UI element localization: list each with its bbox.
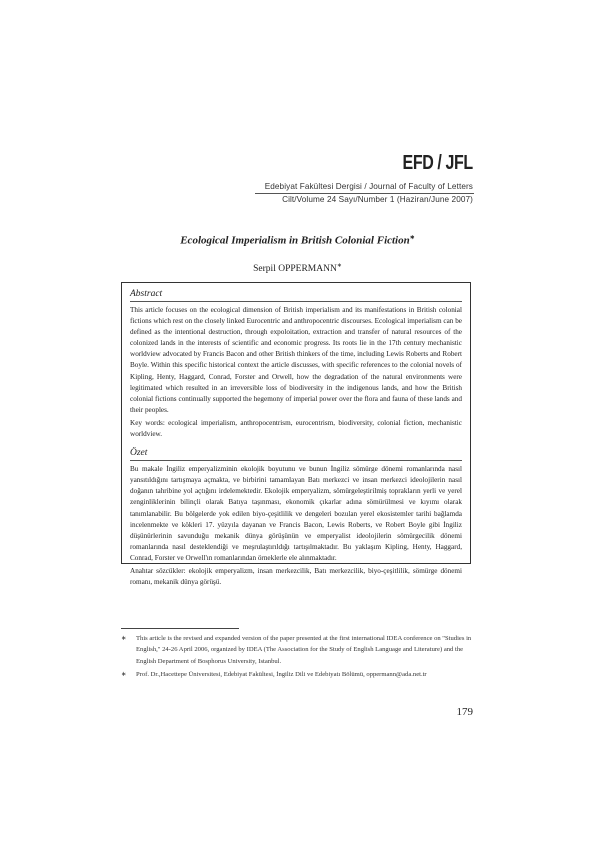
footnote-2-mark: ∗ [121,671,127,678]
ozet-heading: Özet [130,448,462,461]
abstract-heading: Abstract [130,289,462,302]
abstract-keywords: Key words: ecological imperialism, anthropocentrism, eurocentrism, biodiversity, colonial fiction, mechanistic worldview. [130,418,462,439]
footnote-rule [121,628,239,629]
footnote-2-text: Prof. Dr.,Hacettepe Üniversitesi, Edebiyat Fakültesi, İngiliz Dili ve Edebiyatı Bölümü, oppermann@ada.net.tr [136,671,427,678]
header-rule [255,193,474,194]
footnote-1-text: This article is the revised and expanded version of the paper presented at the first international IDEA conference on "Studies in English," 24-26 April 2006, organized by IDEA (The Association for the Study of English Language and Literature) and the English Department of Bosphorus University, Istanbul. [136,635,472,665]
abstract-box [121,282,471,587]
journal-mark: EFD / JFL [402,152,473,174]
footnote-1 [121,633,476,667]
title-footnote-mark: ∗ [409,235,415,241]
journal-volume: Cilt/Volume 24 Sayı/Number 1 (Haziran/June 2007) [282,195,473,204]
article-title-text: Ecological Imperialism in British Colonial Fiction [180,234,410,247]
article-title [0,234,595,247]
author-footnote-mark: ∗ [336,263,342,269]
ozet-keywords: Anahtar sözcükler: ekolojik emperyalizm, insan merkezcilik, Batı merkezcilik, biyo-çeşitlilik, sömürge dönemi romanı, mekanik dünya görüşü. [130,566,462,587]
author-name: Serpil OPPERMANN [253,264,337,275]
footnote-1-mark: ∗ [121,635,127,642]
ozet-text: Bu makale İngiliz emperyalizminin ekolojik boyutunu ve bunun İngiliz sömürge dönemi romanlarında nasıl yansıtıldığını tartışmaya açmakta, ve birbirini tamamlayan Batı merkezci ve insan merkezci ideolojilerin nasıl doğanın tahribine yol açtığını irdelemektedir. Ekolojik emperyalizm, sömürgeleştirilmiş toprakların yerli ve yerel zenginliklerinin bilinçli olarak Batıya taşınması, ekonomik çıkarlar adına sömürülmesi ve kıyımı olarak tanımlanabilir. Bu bölgelerde yok edilen biyo-çeşitlilik ve dengeleri bozulan yerel ekosistemler tarihi bağlamda incelenmekte ve kökleri 17. yüzyıla dayanan ve Francis Bacon, Lewis Roberts, ve Robert Boyle gibi İngiliz düşünürlerinin savunduğu mekanik dünya görüşünün ve emperyalist ideolojilerin sömürgecilik dönemi romanlarında nasıl desteklendiği ve meşrulaştırıldığı tartışılmaktadır. Bu yaklaşım Kipling, Henty, Haggard, Conrad, Forster ve Orwell'ın romanlarından örneklerle ele alınmaktadır. [130,465,462,562]
abstract-text: This article focuses on the ecological dimension of British imperialism and its manifestations in British colonial fictions which rest on the closely linked Eurocentric and anthropocentric discourses. Ecological imperialism can be defined as the intentional destruction, through expoloitation, extraction and transfer of natural resources of the colonized lands in the interests of scientific and economic progress. Its roots lie in the 17th century mechanistic worldview advocated by Francis Bacon and other British thinkers of the time, including Lewis Roberts and Robert Boyle. Within this specific historical context the article discusses, with specific references to the colonial novels of Kipling, Henty, Haggard, Conrad, Forster and Orwell, how the degradation of the natural environments were legitimated which resulted in an irreversible loss of biodiversity in the indigenous lands, and how the British colonial fictions continually supported the hegemony of imperial power over the flora and fauna of these lands and their peoples. [130,306,462,414]
footnote-2 [121,669,476,680]
page-number: 179 [456,706,473,718]
abstract-section [130,289,462,440]
journal-name: Edebiyat Fakültesi Dergisi / Journal of Faculty of Letters [264,182,473,191]
ozet-section [130,448,462,588]
article-author [0,262,595,274]
